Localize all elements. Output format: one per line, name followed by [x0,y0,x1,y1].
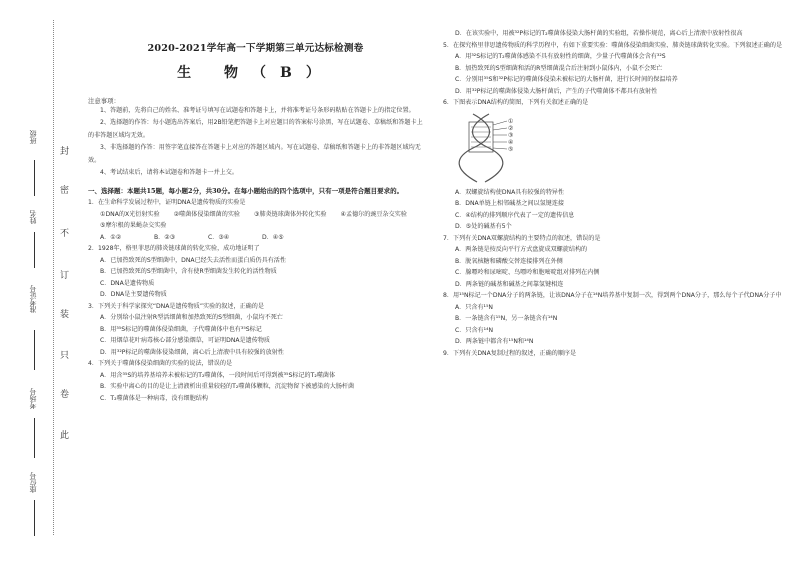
seal-char: 密 [60,186,70,196]
notice-item: 2、选择题的作答：每小题选出答案后，用2B铅笔把答题卡上对应题目的答案标号涂黑，写在试题卷、草稿纸和答题卡上的非答题区域均无效。 [88,119,423,139]
choice[interactable]: D．⑤处的碱基有5个 [455,223,512,230]
exam-subtitle: 生 物（B） [177,65,334,81]
notice-item: 4、考试结束后，请将本试题卷和答题卡一并上交。 [100,169,238,177]
dna-strand-right [473,114,503,182]
choice[interactable]: C．用烟草花叶病毒核心部分感染烟草，可证明DNA是遗传物质 [100,337,271,345]
notice-item: 3、非选择题的作答：用签字笔直接答在答题卡上对应的答题区域内。写在试题卷、草稿纸和答题卡上的非答题区域均无效。 [88,144,421,164]
field-label-class: 班级 [29,130,37,144]
figure-label: ① [508,117,514,125]
seal-char: 此 [60,431,70,441]
choice[interactable]: A．已加热致死的S型细菌中，DNA已经失去活性而蛋白质仍具有活性 [100,256,286,264]
choice[interactable]: D．DNA是主要遗传物质 [100,291,167,299]
question-stem: 5．在探究格里菲思遗传物质的科学历程中，有如下重要实验：噬菌体侵染细菌实验、肺炎链球菌转化实验。下列叙述正确的是 [443,41,783,49]
notice-title: 注意事项： [88,97,120,105]
choice[interactable]: D．两条链中都含有¹⁵N和¹⁴N [455,338,534,345]
choice[interactable]: B．DNA单链上相邻碱基之间以氢键连接 [455,200,565,207]
binding-dotted-line [53,20,54,535]
figure-label: ② [508,124,514,132]
seal-char: 卷 [60,390,70,400]
choice[interactable]: A．用³²S标记的T₂噬菌体感染不具有放射性的细菌，少量子代噬菌体会含有³²S [455,53,666,60]
statement: ①DNA的X光衍射实验 [100,210,160,218]
notice-item: 1、答题前，先将自己的姓名、准考证号填写在试题卷和答题卡上，并将准考证号条形码粘贴在答题卡上的指定位置。 [100,107,415,114]
field-label-room: 考场号 [29,388,37,409]
field-line[interactable] [34,330,35,370]
choice[interactable]: B．②③ [154,233,176,241]
choice[interactable]: B．脱氧核糖和磷酸交替连接排列在外侧 [455,257,563,265]
choice[interactable]: D．用³²P标记的噬菌体侵染大肠杆菌后，产生的子代噬菌体不都具有放射性 [455,87,658,95]
statement: ③肺炎链球菌体外转化实验 [254,210,327,218]
statement: ④孟德尔的豌豆杂交实验 [340,210,407,218]
figure-label: ⑤ [508,145,514,153]
label-leader [493,148,507,149]
question-stem: 1．在生命科学发展过程中，证明DNA是遗传物质的实验是 [88,199,246,207]
choice[interactable]: A．分别给小鼠注射R型活细菌和加热致死的S型细菌，小鼠均不死亡 [100,314,283,322]
choice[interactable]: C．DNA是遗传物质 [100,279,155,287]
choice[interactable]: A．只含有¹⁵N [455,303,493,311]
field-label-seat: 座位号 [29,472,37,493]
choice[interactable]: B．一条链含有¹⁵N，另一条链含有¹⁴N [455,315,558,322]
choice[interactable]: D．用³²P标记的噬菌体侵染细菌，离心后上清液中具有较强的放射性 [100,348,284,356]
label-leader [493,121,507,125]
field-label-exam-id: 准考证号 [29,285,37,313]
choice[interactable]: C．③④ [208,233,230,241]
exam-title: 2020-2021学年高一下学期第三单元达标检测卷 [147,43,364,54]
question-stem: 7．下列有关DNA双螺旋结构的主要特点的叙述，错误的是 [443,234,601,242]
option-row [88,209,423,221]
seal-char: 只 [60,351,70,361]
choice[interactable]: A．用含³⁵S的培养基培养未被标记的T₂噬菌体，一段时间后可得到被³⁵S标记的T₂噬菌体 [100,371,336,379]
field-line[interactable] [34,160,35,196]
statement: ②噬菌体侵染细菌的实验 [173,210,241,218]
question-stem: 9．下列有关DNA复制过程的叙述，正确的顺序是 [443,349,577,357]
choice[interactable]: C．④结构的排列顺序代表了一定的遗传信息 [455,211,575,219]
question-stem: 4．下列关于噬菌体侵染细菌的实验的说法，错误的是 [88,360,233,368]
field-line[interactable] [34,418,35,458]
choice[interactable]: D．两条链的碱基和碱基之间靠氢键相连 [455,280,564,288]
choice-row [88,232,423,244]
dna-strand-left [459,114,489,182]
section-heading: 一、选择题：本题共15题，每小题2分，共30分。在每小题给出的四个选项中，只有一项是符合题目要求的。 [88,187,404,196]
choice[interactable]: B．加热致死的S型细菌和活的R型细菌混合后注射到小鼠体内，小鼠不会死亡 [455,64,663,72]
figure-label: ③ [508,131,514,139]
choice[interactable]: B．已加热致死的S型细菌中，含有使R型细菌发生转化的活性物质 [100,268,277,276]
figure-label: ④ [508,138,514,146]
question-stem: 2．1928年，格里菲思的肺炎链球菌的转化实验，成功地证明了 [88,245,260,253]
choice[interactable]: C．分别用³⁵S和³²P标记的噬菌体侵染未被标记的大肠杆菌，进行长时间的保温培养 [455,76,678,83]
right-column [443,28,783,359]
seal-char: 订 [60,271,70,281]
field-line[interactable] [34,500,35,536]
choice[interactable]: C．只含有¹⁴N [455,326,494,334]
choice[interactable]: C．腺嘌呤和尿嘧啶、鸟嘌呤和胞嘧啶组对排列在内侧 [455,269,600,276]
choice[interactable]: B．用³⁵S标记的噬菌体侵染细菌，子代噬菌体中也有³⁵S标记 [100,325,262,333]
seal-char: 不 [60,229,70,239]
statement: ⑤摩尔根的果蝇杂交实验 [100,222,167,230]
seal-char: 装 [60,310,70,320]
question-stem: 8．用¹⁵N标记一个DNA分子的两条链，让该DNA分子在¹⁴N培养基中复制一次，得到两个DNA分子，那么每个子代DNA分子中 [443,292,782,299]
choice[interactable]: A．双螺旋结构使DNA具有较强的特异性 [455,188,564,196]
field-label-name: 姓名 [29,210,37,224]
choice[interactable]: D．④⑤ [262,233,284,241]
left-column [88,28,423,404]
choice[interactable]: A．两条链是按反向平行方式盘旋成双螺旋结构的 [455,246,588,253]
question-stem: 3．下列关于科学家探究“DNA是遗传物质”实验的叙述，正确的是 [88,302,264,310]
seal-char: 封 [60,147,70,157]
choice[interactable]: A．①② [100,233,122,241]
choice[interactable]: D．在该实验中，用被³²P标记的T₂噬菌体侵染大肠杆菌的实验组，若操作规范，离心后上清液中放射性很高 [455,30,743,37]
label-leader [493,128,507,130]
choice[interactable]: C．T₂噬菌体是一种病毒，没有细胞结构 [100,394,208,402]
dna-helix-diagram [455,112,535,184]
choice[interactable]: B．实验中离心的目的是让上清液析出重量较轻的T₂噬菌体颗粒，沉淀物留下被感染的大肠杆菌 [100,383,355,391]
field-line[interactable] [34,232,35,268]
option-row [88,220,423,232]
question-stem: 6．下图表示DNA结构的简图，下列有关叙述正确的是 [443,99,589,106]
dna-structure-figure [455,112,535,184]
